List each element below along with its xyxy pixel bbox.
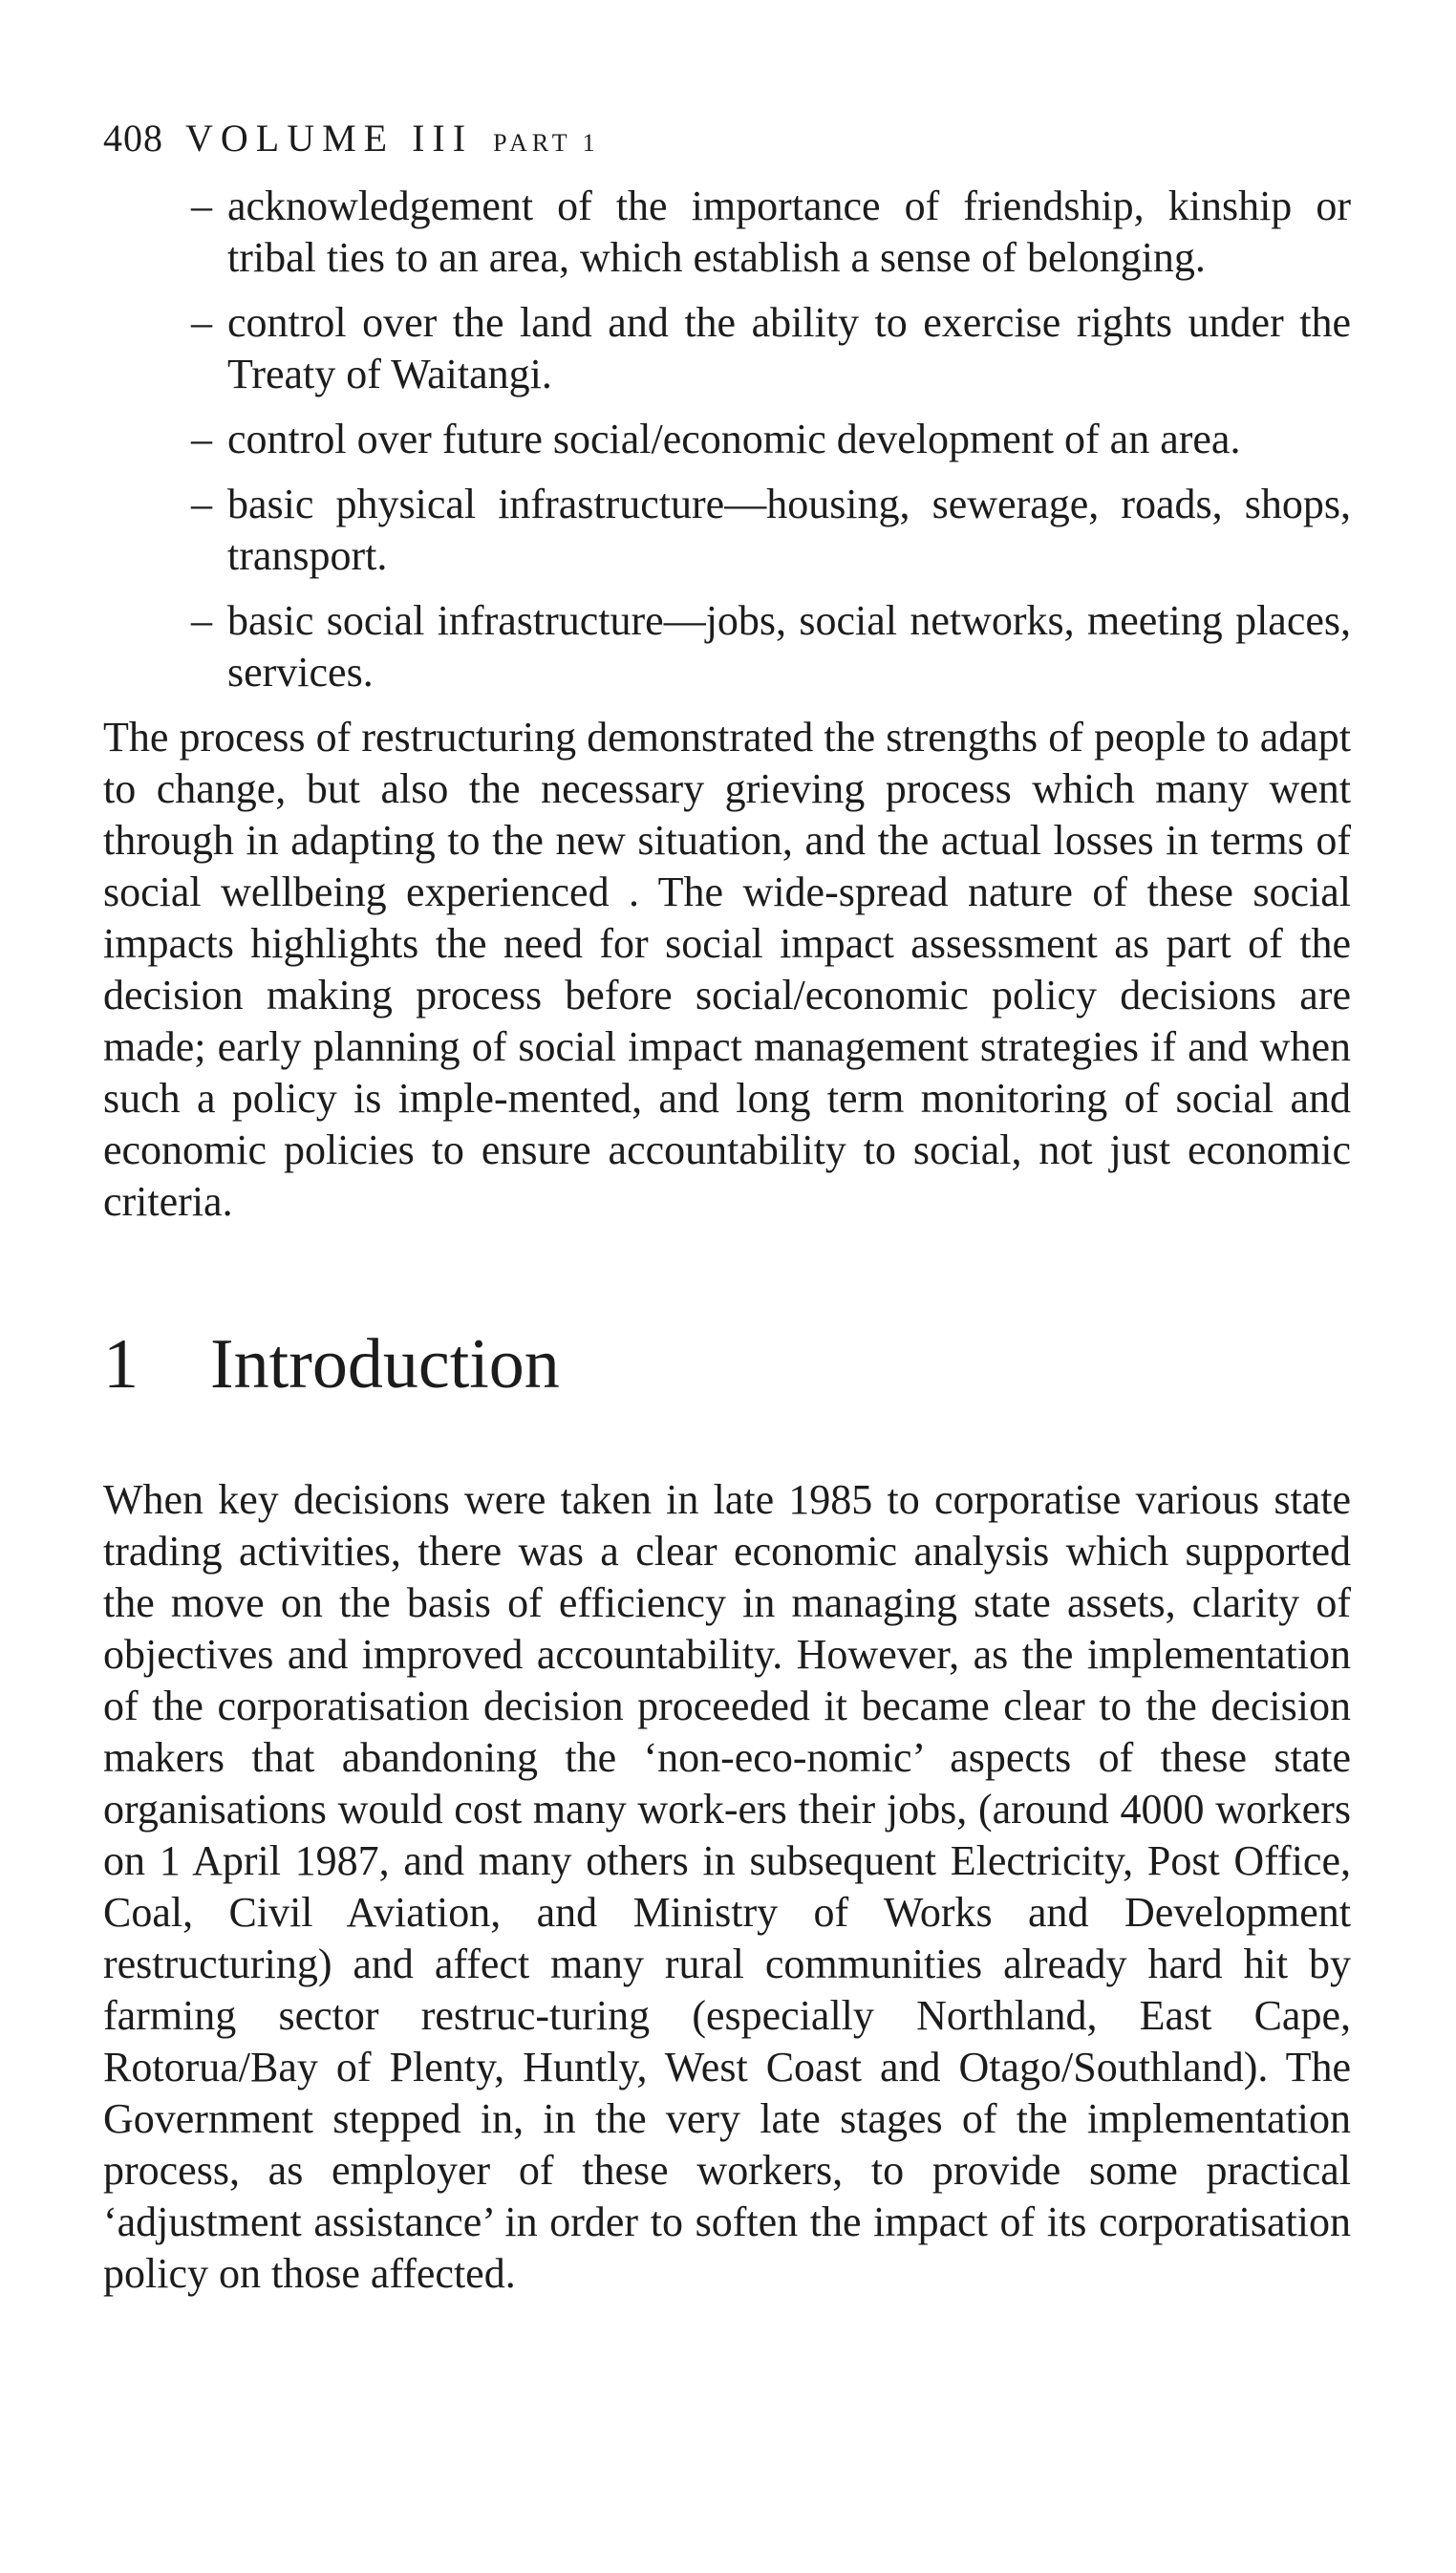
list-item-text: basic social infrastructure—jobs, social networks, meeting places, services. bbox=[227, 597, 1351, 696]
part-label: PART 1 bbox=[493, 129, 600, 157]
volume-label: VOLUME III bbox=[185, 117, 474, 160]
list-item-text: basic physical infrastructure—housing, sewerage, roads, shops, transport. bbox=[227, 481, 1351, 579]
list-dash: – bbox=[191, 299, 212, 346]
section-number: 1 bbox=[103, 1325, 139, 1404]
section-heading bbox=[103, 1321, 1351, 1407]
list-item-text: acknowledgement of the importance of friendship, kinship or tribal ties to an area, which establish a sense of belonging. bbox=[227, 182, 1351, 281]
impact-factors-list bbox=[103, 181, 1351, 698]
list-item bbox=[191, 479, 1351, 582]
list-item-text: control over the land and the ability to exercise rights under the Treaty of Waitangi. bbox=[227, 299, 1351, 397]
list-dash: – bbox=[191, 416, 212, 462]
section-title: Introduction bbox=[210, 1325, 560, 1404]
list-item-text: control over future social/economic development of an area. bbox=[227, 416, 1241, 462]
list-dash: – bbox=[191, 481, 212, 527]
running-head bbox=[103, 115, 1351, 167]
list-item bbox=[191, 414, 1351, 465]
list-dash: – bbox=[191, 182, 212, 229]
introduction-paragraph: When key decisions were taken in late 1985 to corporatise various state trading activities, there was a clear economic analysis which supported the move on the basis of efficiency in managing state assets, clarity of objectives and improved accountability. However, as the implementation of the corporatisation decision proceeded it became clear to the decision makers that abandoning the ‘non-eco-nomic’ aspects of these state organisations would cost many work-ers their jobs, (around 4000 workers on 1 April 1987, and many others in subsequent Electricity, Post Office, Coal, Civil Aviation, and Ministry of Works and Development restructuring) and affect many rural communities already hard hit by farming sector restruc-turing (especially Northland, East Cape, Rotorua/Bay of Plenty, Huntly, West Coast and Otago/Southland). The Government stepped in, in the very late stages of the implementation process, as employer of these workers, to provide some practical ‘adjustment assistance’ in order to soften the impact of its corporatisation policy on those affected. bbox=[103, 1476, 1351, 2297]
list-item bbox=[191, 297, 1351, 400]
page-number: 408 bbox=[103, 117, 163, 160]
summary-paragraph: The process of restructuring demonstrated the strengths of people to adapt to change, but also the necessary grieving process which many went through in adapting to the new situation, and the actual losses in terms of social wellbeing experienced . The wide-spread nature of these social impacts highlights the need for social impact assessment as part of the decision making process before social/economic policy decisions are made; early planning of social impact management strategies if and when such a policy is imple-mented, and long term monitoring of social and economic policies to ensure accountability to social, not just economic criteria. bbox=[103, 714, 1351, 1225]
list-dash: – bbox=[191, 597, 212, 644]
document-page bbox=[103, 115, 1351, 2300]
list-item bbox=[191, 595, 1351, 698]
list-item bbox=[191, 181, 1351, 284]
